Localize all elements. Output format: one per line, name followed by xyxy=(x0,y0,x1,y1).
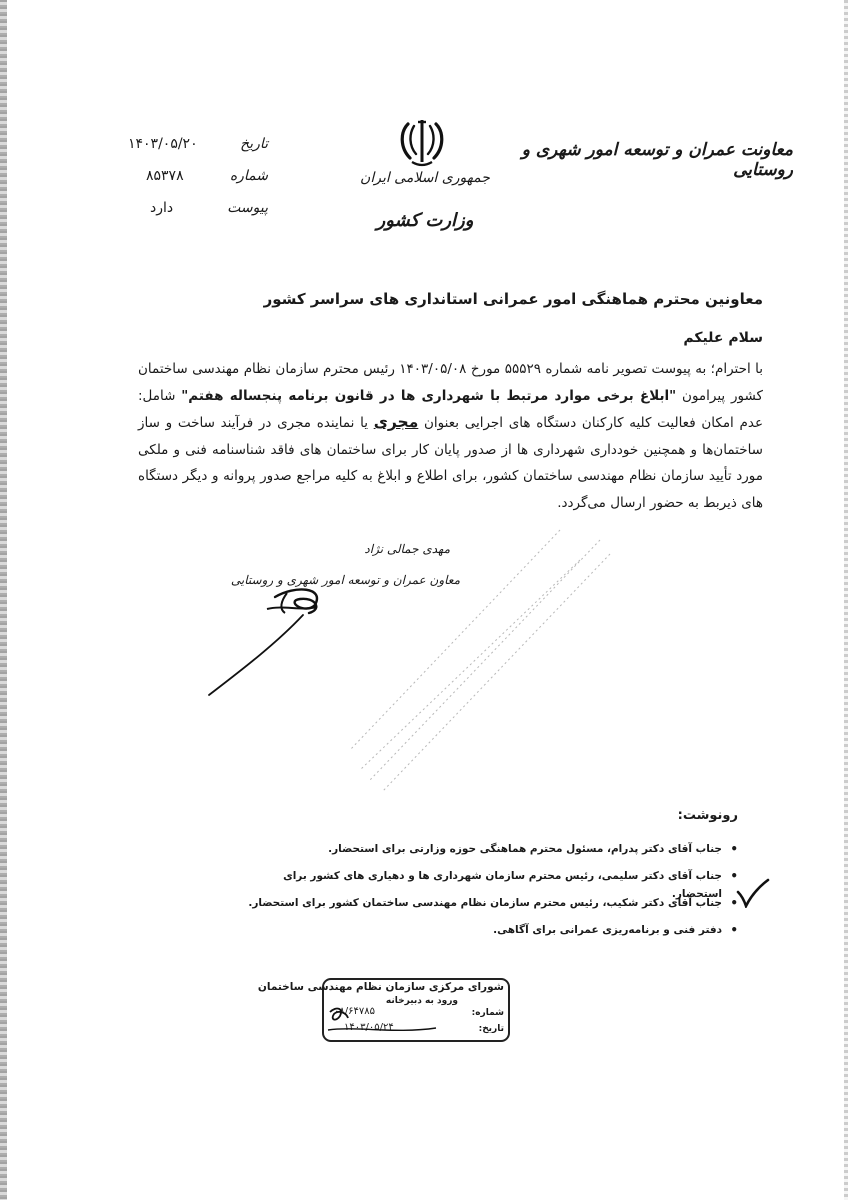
scan-edge-right xyxy=(844,0,848,1200)
signatory-name: مهدی جمالی نژاد xyxy=(364,542,450,556)
iran-emblem-icon xyxy=(398,118,446,170)
date-label: تاریخ xyxy=(240,136,268,152)
attachment-label: پیوست xyxy=(227,200,268,216)
ministry-title: وزارت کشور xyxy=(376,210,474,231)
receipt-stamp-sub: ورود به دبیرخانه xyxy=(385,996,458,1006)
recipient-line: معاونین محترم هماهنگی امور عمرانی استانداری های سراسر کشور xyxy=(263,290,763,308)
greeting: سلام علیکم xyxy=(683,330,763,346)
signatory-title: معاون عمران و توسعه امور شهری و روستایی xyxy=(230,573,460,587)
cc-list xyxy=(238,840,738,948)
date-value: ۱۴۰۳/۰۵/۲۰ xyxy=(128,136,198,152)
date-field xyxy=(118,136,268,162)
receipt-date-label: تاریخ: xyxy=(478,1024,504,1034)
scan-edge-left xyxy=(0,0,7,1200)
attachment-value: دارد xyxy=(150,200,174,216)
signature-scribble xyxy=(205,575,345,705)
receipt-number-value: ۰۸/۶۴۷۸۵ xyxy=(334,1006,375,1017)
receipt-stamp-org: شورای مرکزی سازمان نظام مهندسی ساختمان xyxy=(257,981,504,993)
receipt-handwriting-scribble xyxy=(326,1004,466,1040)
letter-body xyxy=(138,356,763,516)
body-text-part-2: شامل: عدم امکان فعالیت کلیه کارکنان دستگاه های اجرایی بعنوان xyxy=(138,387,764,431)
receipt-number-label: شماره: xyxy=(471,1008,504,1018)
body-text-part-3: یا نماینده مجری در فرآیند ساخت و ساز ساختمان‌ها و همچنین خودداری شهرداری ها از صدور پایان کار برای ساختمان های فاقد شناسنامه فنی و ملکی مورد تأیید سازمان نظام مهندسی ساختمان کشور، برای اطلاع و ابلاغ به کلیه مراجع صدور پروانه و دیگر دستگاه های ذیربط به حضور ارسال می‌گردد. xyxy=(138,415,763,511)
faint-stamp-impression xyxy=(330,520,630,820)
list-item: • جناب آقای دکتر شکیب، رئیس محترم سازمان نظام مهندسی ساختمان کشور برای استحضار. xyxy=(238,894,738,921)
list-item: • جناب آقای دکتر پدرام، مسئول محترم هماهنگی حوزه وزارتی برای استحضار. xyxy=(238,840,738,867)
body-bold-subject: "ابلاغ برخی موارد مرتبط با شهرداری ها در قانون برنامه پنجساله هفتم" xyxy=(181,387,677,404)
cc-title: رونوشت: xyxy=(677,808,738,823)
body-text-part-1: با احترام؛ به پیوست تصویر نامه شماره ۵۵۵۲۹ مورخ ۱۴۰۳/۰۵/۰۸ رئیس محترم سازمان نظام مهندسی ساختمان کشور پیرامون xyxy=(138,361,763,404)
number-label: شماره xyxy=(229,168,268,184)
check-mark-icon xyxy=(736,878,770,908)
number-value: ۸۵۳۷۸ xyxy=(146,168,184,184)
list-item: • جناب آقای دکتر سلیمی، رئیس محترم سازمان شهرداری ها و دهیاری های کشور برای استحضار. xyxy=(238,867,738,894)
receipt-stamp xyxy=(257,978,510,1042)
receipt-date-value: ۱۴۰۳/۰۵/۲۴ xyxy=(344,1022,394,1033)
attachment-field xyxy=(118,200,268,226)
republic-title: جمهوری اسلامی ایران xyxy=(360,170,490,186)
body-highlight: مجری xyxy=(373,413,419,431)
number-field xyxy=(118,168,268,194)
department-title: معاونت عمران و توسعه امور شهری و روستایی xyxy=(521,140,793,180)
list-item: • دفتر فنی و برنامه‌ریزی عمرانی برای آگاهی. xyxy=(238,921,738,948)
